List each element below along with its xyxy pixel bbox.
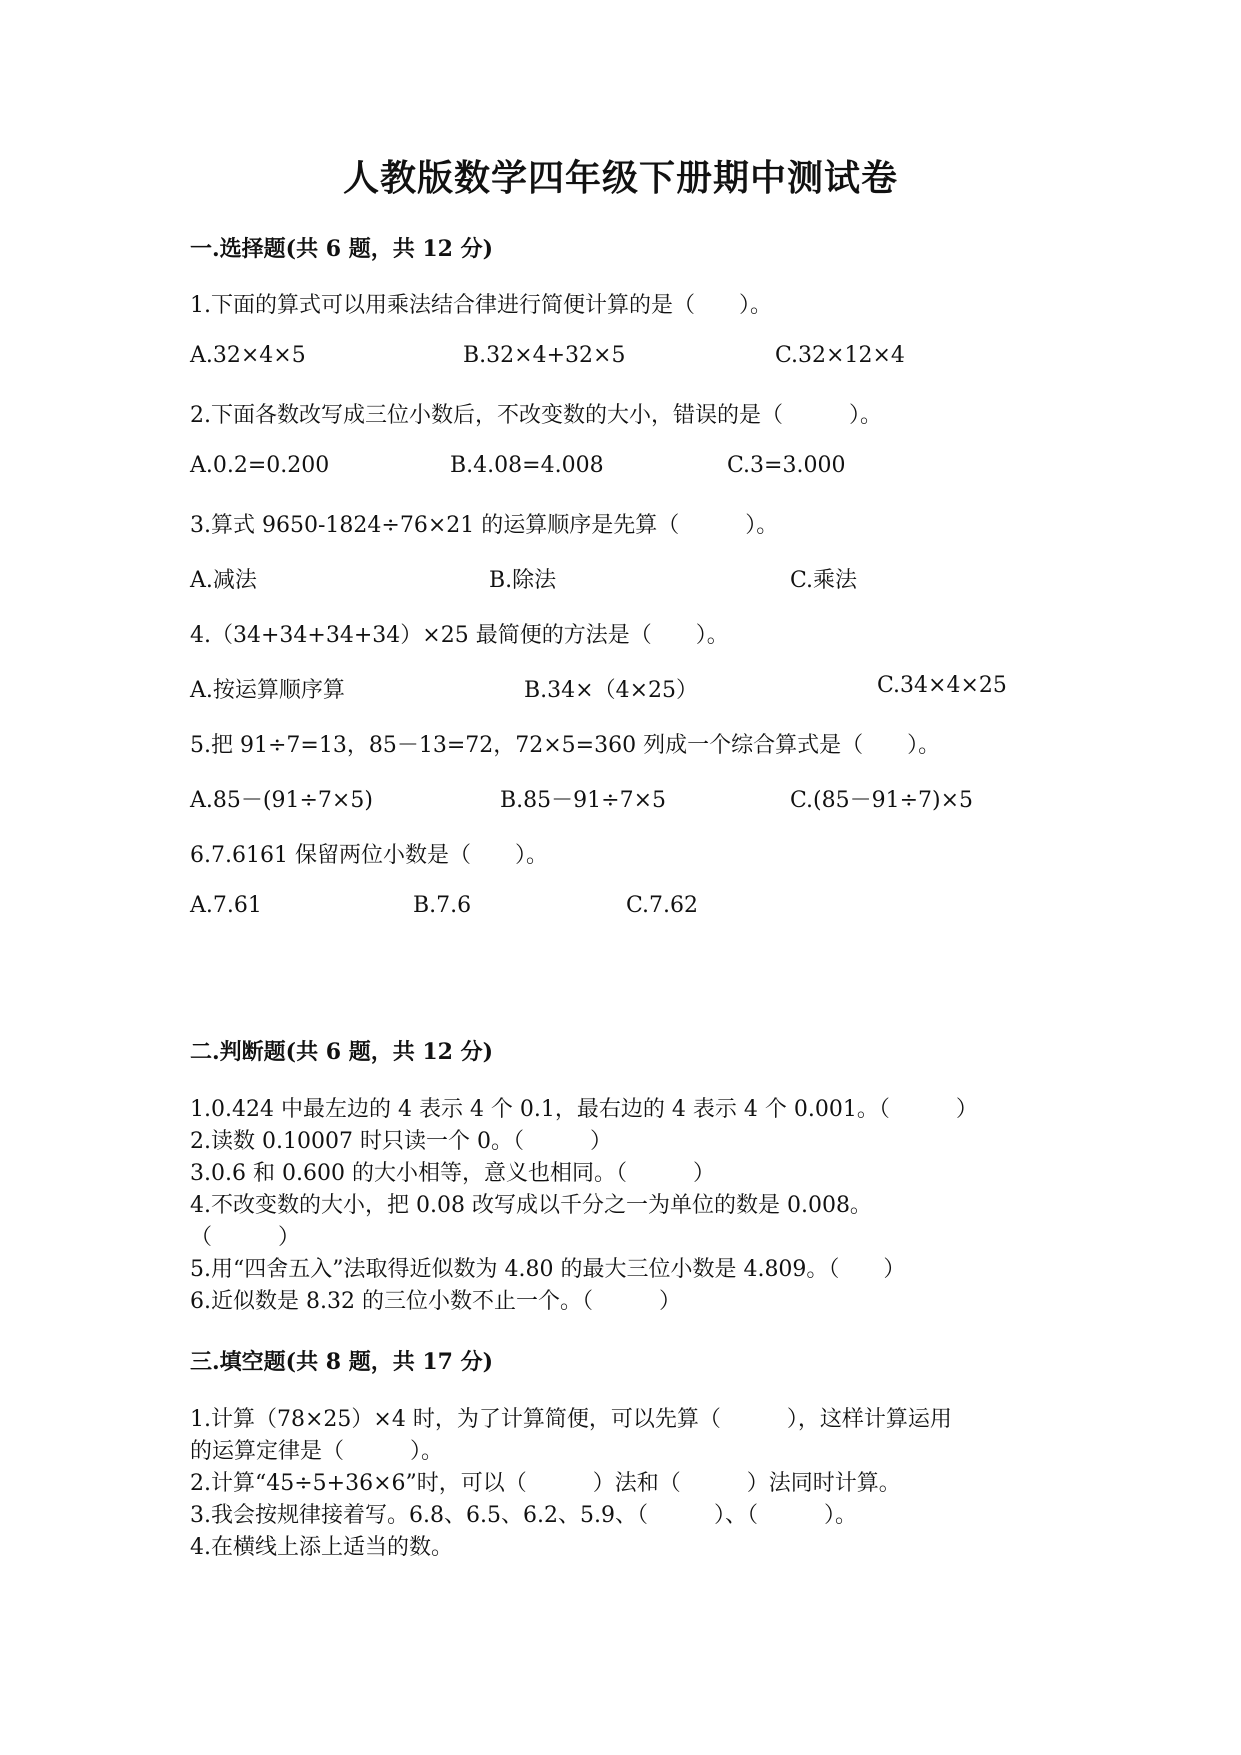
choice-3-option-a: A.减法 (190, 568, 257, 593)
choice-question-3: 3.算式 9650-1824÷76×21 的运算顺序是先算（ ）。 (190, 513, 779, 538)
page-title: 人教版数学四年级下册期中测试卷 (342, 157, 898, 199)
fill-in-line: 1.计算（78×25）×4 时，为了计算简便，可以先算（ ），这样计算运用 (190, 1407, 952, 1432)
judgment-line: 5.用“四舍五入”法取得近似数为 4.80 的最大三位小数是 4.809。（ ） (190, 1257, 906, 1282)
judgment-line: 1.0.424 中最左边的 4 表示 4 个 0.1，最右边的 4 表示 4 个 0.001。（ ） (190, 1097, 978, 1122)
choice-1-option-a: A.32×4×5 (190, 343, 306, 368)
section-heading-fill-in: 三.填空题(共 8 题，共 17 分) (190, 1349, 494, 1375)
fill-in-line: 4.在横线上添上适当的数。 (190, 1535, 453, 1560)
choice-2-option-b: B.4.08=4.008 (450, 453, 604, 478)
judgment-line: 4.不改变数的大小，把 0.08 改写成以千分之一为单位的数是 0.008。 (190, 1193, 872, 1218)
judgment-line: 6.近似数是 8.32 的三位小数不止一个。（ ） (190, 1289, 681, 1314)
judgment-line: （ ） (190, 1225, 301, 1250)
choice-6-option-c: C.7.62 (626, 893, 699, 918)
choice-2-option-c: C.3=3.000 (727, 453, 846, 478)
fill-in-line: 3.我会按规律接着写。6.8、6.5、6.2、5.9、（ ）、（ ）。 (190, 1503, 857, 1528)
choice-question-4: 4.（34+34+34+34）×25 最简便的方法是（ ）。 (190, 623, 729, 648)
choice-6-option-a: A.7.61 (190, 893, 262, 918)
section-heading-choice: 一.选择题(共 6 题，共 12 分) (190, 236, 494, 262)
choice-4-option-a: A.按运算顺序算 (190, 678, 345, 703)
fill-in-line: 的运算定律是（ ）。 (190, 1439, 444, 1464)
choice-5-option-c: C.(85－91÷7)×5 (790, 788, 974, 813)
judgment-line: 2.读数 0.10007 时只读一个 0。（ ） (190, 1129, 612, 1154)
choice-5-option-a: A.85－(91÷7×5) (190, 788, 373, 813)
choice-3-option-b: B.除法 (489, 568, 557, 593)
section-heading-judgment: 二.判断题(共 6 题，共 12 分) (190, 1039, 494, 1065)
choice-4-option-c: C.34×4×25 (877, 673, 1007, 698)
choice-question-2: 2.下面各数改写成三位小数后，不改变数的大小，错误的是（ ）。 (190, 403, 882, 428)
choice-6-option-b: B.7.6 (413, 893, 472, 918)
choice-2-option-a: A.0.2=0.200 (190, 453, 330, 478)
choice-question-1: 1.下面的算式可以用乘法结合律进行简便计算的是（ ）。 (190, 293, 772, 318)
choice-4-option-b: B.34×（4×25） (524, 678, 699, 703)
choice-question-6: 6.7.6161 保留两位小数是（ ）。 (190, 843, 548, 868)
judgment-line: 3.0.6 和 0.600 的大小相等，意义也相同。（ ） (190, 1161, 715, 1186)
fill-in-line: 2.计算“45÷5+36×6”时，可以（ ）法和（ ）法同时计算。 (190, 1471, 901, 1496)
choice-1-option-c: C.32×12×4 (775, 343, 905, 368)
choice-question-5: 5.把 91÷7=13，85－13=72，72×5=360 列成一个综合算式是（ ）。 (190, 733, 941, 758)
choice-3-option-c: C.乘法 (790, 568, 858, 593)
choice-1-option-b: B.32×4+32×5 (463, 343, 626, 368)
choice-5-option-b: B.85－91÷7×5 (500, 788, 667, 813)
